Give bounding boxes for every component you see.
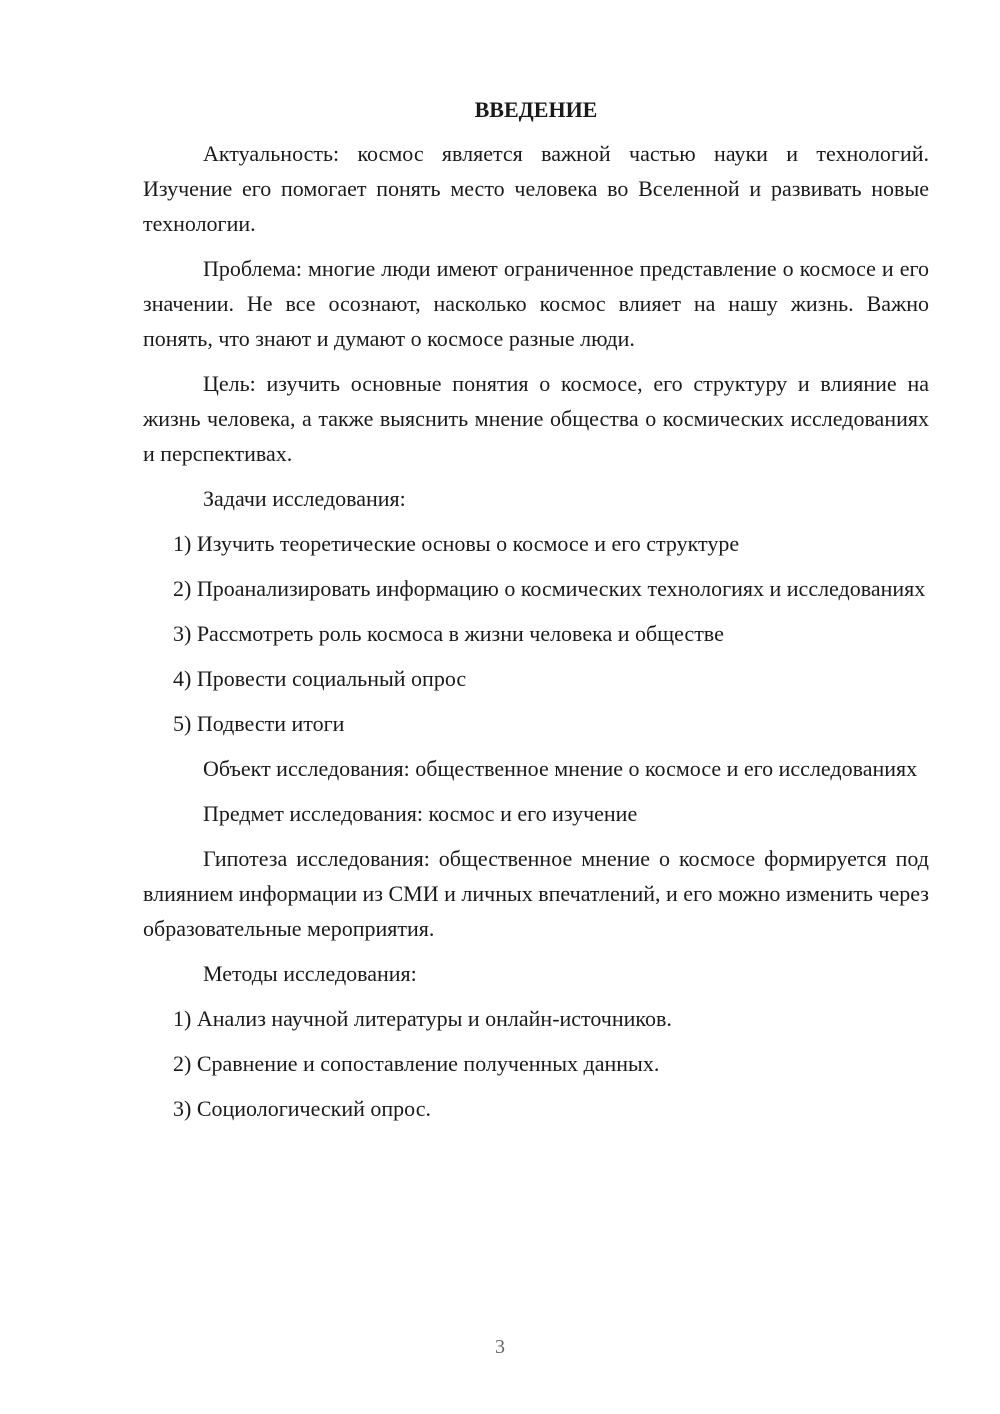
paragraph-goal: Цель: изучить основные понятия о космосе, его структуру и влияние на жизнь человека, а также выяснить мнение общества о космических исследованиях и перспективах. <box>143 371 929 466</box>
paragraph-problem: Проблема: многие люди имеют ограниченное представление о космосе и его значении. Не все осознают, насколько космос влияет на нашу жизнь. Важно понять, что знают и думают о космосе разные люди. <box>143 256 929 351</box>
paragraph-relevance: Актуальность: космос является важной частью науки и технологий. Изучение его помогает понять место человека во Вселенной и развивать новые технологии. <box>143 141 929 236</box>
paragraph-object: Объект исследования: общественное мнение о космосе и его исследованиях <box>203 756 918 781</box>
page-number: 3 <box>495 1336 505 1358</box>
paragraph-hypothesis: Гипотеза исследования: общественное мнение о космосе формируется под влиянием информации из СМИ и личных впечатлений, и его можно изменить через образовательные мероприятия. <box>143 846 929 941</box>
list-item-task-4: 4) Провести социальный опрос <box>173 666 467 691</box>
list-item-task-1: 1) Изучить теоретические основы о космосе и его структуре <box>173 531 740 556</box>
list-item-method-2: 2) Сравнение и сопоставление полученных данных. <box>173 1051 660 1076</box>
paragraph-subject: Предмет исследования: космос и его изучение <box>203 801 638 826</box>
list-item-method-3: 3) Социологический опрос. <box>173 1096 431 1121</box>
list-item-task-3: 3) Рассмотреть роль космоса в жизни человека и обществе <box>173 621 724 646</box>
list-item-task-2: 2) Проанализировать информацию о космических технологиях и исследованиях <box>173 576 926 601</box>
page-title: ВВЕДЕНИЕ <box>474 97 598 122</box>
methods-heading: Методы исследования: <box>203 961 417 986</box>
tasks-heading: Задачи исследования: <box>203 486 406 511</box>
list-item-task-5: 5) Подвести итоги <box>173 711 345 736</box>
list-item-method-1: 1) Анализ научной литературы и онлайн-источников. <box>173 1006 672 1031</box>
document-page <box>143 95 929 1136</box>
